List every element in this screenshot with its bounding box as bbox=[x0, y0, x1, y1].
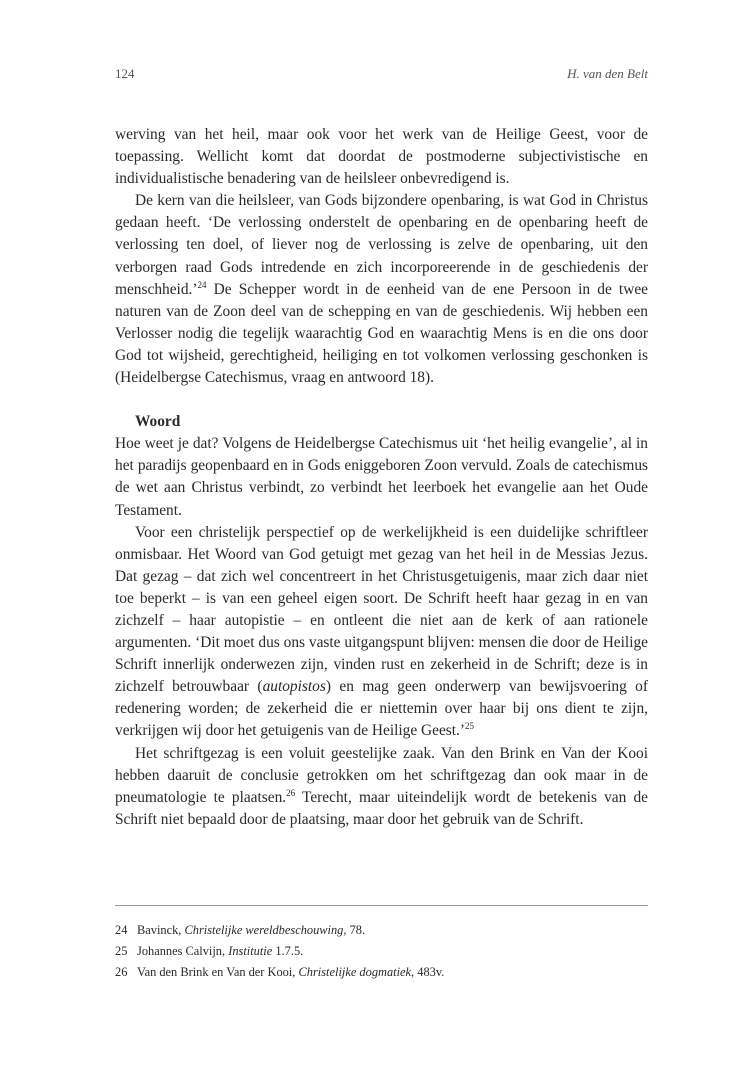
footnote-text: Bavinck, bbox=[137, 923, 185, 937]
footnote-title: Christelijke dogmatiek bbox=[298, 964, 412, 979]
footnote-text: , 483v. bbox=[411, 964, 445, 979]
section-heading: Woord bbox=[135, 413, 181, 431]
paragraph-text: De Schepper wordt in de eenheid van de ene Persoon in de twee naturen van de Zoon deel van de schepping en van de geschiedenis. Wij hebben een Verlosser nodig die tegelijk waarachtig God en waarachtig Mens is en die ons door God tot wijsheid, gerechtigheid, heiliging en tot volkomen verlossing geschonken is (Heidelbergse Catechismus, vraag en antwoord 18). bbox=[115, 280, 648, 387]
paragraph-text: werving van het heil, maar ook voor het werk van de Heilige Geest, voor de toepassing. Wellicht komt dat doordat de postmoderne subjectivistische en individualistische benadering van de heilsleer onbevredigend is. bbox=[115, 126, 648, 188]
running-header bbox=[115, 66, 648, 84]
italic-term: autopistos bbox=[262, 678, 326, 696]
footnote-title: Christelijke wereldbeschouwing bbox=[184, 923, 344, 937]
running-head-author: H. van den Belt bbox=[567, 66, 648, 81]
paragraph-text: ) en mag geen onderwerp van bewijsvoering of redenering worden; de zekerheid die er niettemin over haar bij ons dient te zijn, verkrijgen wij door het getuigenis van de Heilige Geest.’ bbox=[115, 678, 648, 740]
footnote-text: Johannes Calvijn, bbox=[137, 943, 229, 958]
footnotes bbox=[115, 920, 648, 982]
paragraph bbox=[115, 522, 648, 743]
footnote-title: Institutie bbox=[228, 943, 273, 958]
paragraph-text: De kern van die heilsleer, van Gods bijzondere openbaring, is wat God in Christus gedaan heeft. ‘De verlossing onderstelt de openbaring en de openbaring heeft de verlossing ten doel, of liever nog de verlossing is zelve de openbaring, uit den verborgen raad Gods intredende en zich incorporeerende in de geschiedenis der menschheid.’ bbox=[115, 192, 648, 298]
footnote-text: , 78. bbox=[343, 923, 366, 937]
paragraph bbox=[115, 124, 648, 190]
paragraph bbox=[115, 743, 648, 831]
footnote-text: Van den Brink en Van der Kooi, bbox=[137, 964, 299, 979]
footnote-ref[interactable]: 24 bbox=[197, 279, 207, 290]
body-text bbox=[115, 124, 648, 831]
footnote-number: 26 bbox=[115, 964, 128, 979]
footnote bbox=[115, 920, 648, 941]
footnote-number: 25 bbox=[115, 943, 128, 958]
footnote bbox=[115, 941, 648, 962]
footnote bbox=[115, 962, 648, 983]
page-number: 124 bbox=[115, 66, 135, 81]
paragraph bbox=[115, 190, 648, 389]
footnote-ref[interactable]: 26 bbox=[286, 787, 296, 798]
footnote-ref[interactable]: 25 bbox=[465, 721, 475, 732]
paragraph-text: Hoe weet je dat? Volgens de Heidelbergse Catechismus uit ‘het heilig evangelie’, al in het paradijs geopenbaard en in Gods eniggeboren Zoon vervuld. Zoals de catechismus de wet aan Christus verbindt, zo verbindt het leerboek het evangelie aan het Oude Testament. bbox=[115, 435, 648, 519]
paragraph-text: Het schriftgezag is een voluit geestelijke zaak. Van den Brink en Van der Kooi hebben daaruit de conclusie getrokken om het schriftgezag dan ook maar in de pneumatologie te plaatsen. bbox=[115, 744, 648, 806]
footnote-divider bbox=[115, 905, 648, 906]
paragraph-text: Terecht, maar uiteindelijk wordt de betekenis van de Schrift niet bepaald door de plaatsing, maar door het gebruik van de Schrift. bbox=[115, 788, 648, 828]
footnote-text: 1.7.5. bbox=[272, 943, 304, 958]
paragraph-text: Voor een christelijk perspectief op de werkelijkheid is een duidelijke schriftleer onmisbaar. Het Woord van God getuigt met gezag van het heil in de Messias Jezus. Dat gezag – dat zich wel concentreert in het Christusgetuigenis, maar zich daar niet toe beperkt – is van een geheel eigen soort. De Schrift heeft haar gezag in en van zichzelf – haar autopistie – en ontleent die niet aan de kerk of aan rationele argumenten. ‘Dit moet dus ons vaste uitgangspunt blijven: mensen die door de Heilige Schrift innerlijk onderwezen zijn, vinden rust en zekerheid in de Schrift; deze is in zichzelf betrouwbaar ( bbox=[115, 523, 648, 696]
footnote-number: 24 bbox=[115, 923, 128, 937]
paragraph bbox=[115, 433, 648, 521]
